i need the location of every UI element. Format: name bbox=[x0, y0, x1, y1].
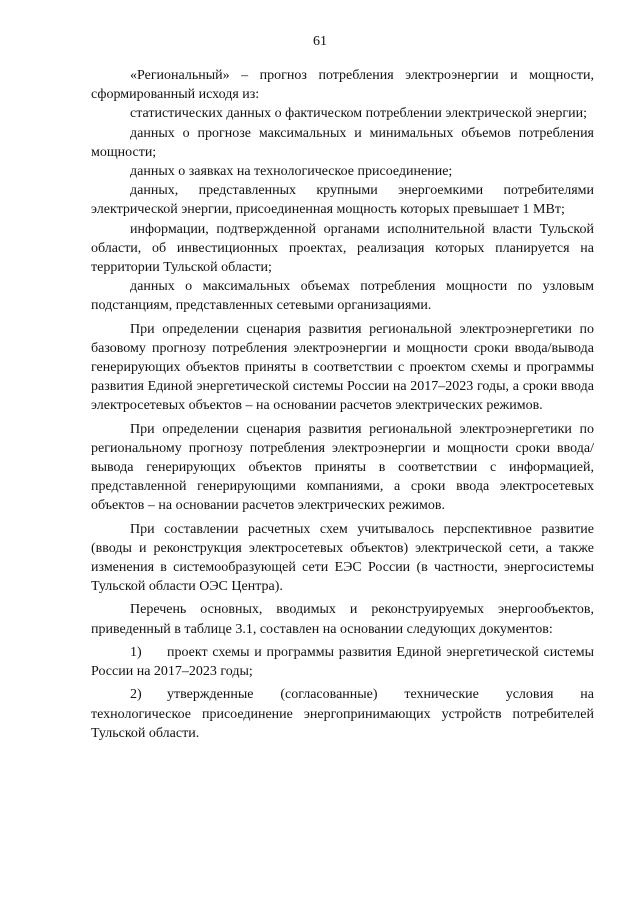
paragraph-energy-objects-list: Перечень основных, вводимых и реконструируемых энергообъектов, приведенный в таблице 3.1, составлен на основании следующих документов: bbox=[91, 602, 594, 637]
list-item-text: проект схемы и программы развития Единой энергетической системы России на 2017–2023 годы; bbox=[91, 644, 594, 680]
document-body bbox=[91, 66, 594, 743]
paragraph-connection-requests: данных о заявках на технологическое присоединение; bbox=[130, 164, 453, 180]
paragraph-statistical-data: статистических данных о фактическом потреблении электрической энергии; bbox=[130, 106, 587, 122]
paragraph-base-scenario: При определении сценария развития региональной электроэнергетики по базовому прогнозу потребления электроэнергии и мощности сроки ввода/вывода генерирующих объектов приняты в соответствии с проектом схемы и программы развития Единой энергетической системы России на 2017–2023 годы, а сроки ввода электросетевых объектов – на основании расчетов электрических режимов. bbox=[91, 321, 594, 414]
list-item-number: 1) bbox=[130, 644, 142, 660]
paragraph-large-consumers: данных, представленных крупными энергоемкими потребителями электрической энергии, присоединенная мощность которых превышает 1 МВт; bbox=[91, 183, 594, 218]
paragraph-calculation-schemes: При составлении расчетных схем учитывалось перспективное развитие (вводы и реконструкция электросетевых объектов) электрической сети, а также изменения в системообразующей сети ЕЭС России (в частности, энергосистемы Тульской области ОЭС Центра). bbox=[91, 521, 594, 595]
paragraph-regional-forecast: «Региональный» – прогноз потребления электроэнергии и мощности, сформированный исходя из: bbox=[91, 68, 594, 103]
list-item bbox=[91, 685, 594, 743]
list-item bbox=[91, 643, 594, 681]
paragraph-substation-data: данных о максимальных объемах потребления мощности по узловым подстанциям, представленных сетевыми организациями. bbox=[91, 279, 594, 314]
list-item-text: утвержденные (согласованные) технические условия на технологическое присоединение энергопринимающих устройств потребителей Тульской области. bbox=[91, 687, 594, 741]
paragraph-power-forecast: данных о прогнозе максимальных и минимальных объемов потребления мощности; bbox=[91, 125, 594, 160]
page-number: 61 bbox=[313, 34, 327, 49]
paragraph-regional-scenario: При определении сценария развития региональной электроэнергетики по региональному прогнозу потребления электроэнергии и мощности сроки ввода/вывода генерирующих объектов приняты в соответствии с информацией, представленной генерирующими компаниями, а сроки ввода электросетевых объектов – на основании расчетов электрических режимов. bbox=[91, 421, 594, 514]
paragraph-investment-projects: информации, подтвержденной органами исполнительной власти Тульской области, об инвестиционных проектах, реализация которых планируется на территории Тульской области; bbox=[91, 221, 594, 276]
list-item-number: 2) bbox=[130, 687, 142, 703]
